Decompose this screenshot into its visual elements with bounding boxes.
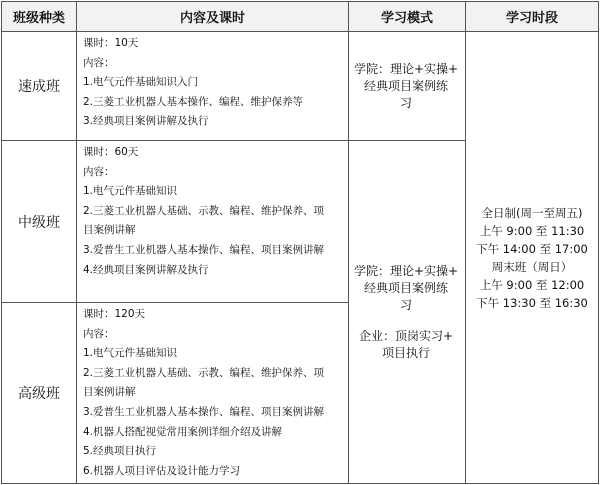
study-schedule bbox=[466, 32, 599, 484]
content-item: 1.电气元件基础知识 bbox=[83, 185, 178, 198]
content-item: 目案例讲解 bbox=[83, 224, 136, 237]
header-class-type: 班级种类 bbox=[2, 2, 77, 32]
mode-line: 习 bbox=[399, 95, 412, 110]
content-item: 1.电气元件基础知识 bbox=[83, 347, 178, 360]
schedule-line: 下午 13:30 至 16:30 bbox=[476, 295, 588, 310]
schedule-line: 下午 14:00 至 17:00 bbox=[476, 241, 588, 256]
course-content bbox=[77, 141, 349, 303]
content-item: 3.爱普生工业机器人基本操作、编程、项目案例讲解 bbox=[83, 405, 325, 418]
content-label: 内容： bbox=[83, 327, 115, 340]
course-hours: 课时：120天 bbox=[83, 308, 146, 320]
content-item: 2.三菱工业机器人基本操作、编程、维护保养等 bbox=[83, 95, 304, 108]
course-hours: 课时：60天 bbox=[83, 146, 139, 158]
mode-line: 学院：理论+实操+ bbox=[353, 263, 459, 278]
mode-line: 经典项目案例练 bbox=[363, 280, 448, 295]
course-table bbox=[1, 1, 599, 484]
schedule-line: 上午 9:00 至 12:00 bbox=[479, 277, 585, 292]
schedule-line: 全日制(周一至周五) bbox=[481, 205, 583, 220]
course-hours: 课时：10天 bbox=[83, 37, 139, 49]
content-item: 目案例讲解 bbox=[83, 386, 136, 399]
content-item: 3.爱普生工业机器人基本操作、编程、项目案例讲解 bbox=[83, 243, 325, 256]
header-study-mode: 学习模式 bbox=[349, 2, 466, 32]
class-name: 速成班 bbox=[2, 32, 77, 141]
content-item: 4.经典项目案例讲解及执行 bbox=[83, 263, 209, 276]
study-mode-advanced bbox=[349, 141, 466, 484]
study-mode-basic bbox=[349, 32, 466, 141]
content-item: 4.机器人搭配视觉常用案例详细介绍及讲解 bbox=[83, 425, 283, 438]
mode-spacer bbox=[353, 314, 459, 328]
mode-line: 习 bbox=[399, 297, 412, 312]
content-item: 6.机器人项目评估及设计能力学习 bbox=[83, 464, 241, 477]
mode-line: 学院：理论+实操+ bbox=[353, 61, 459, 76]
mode-line: 企业：顶岗实习+ bbox=[358, 328, 454, 343]
header-row bbox=[2, 2, 599, 32]
header-content-hours: 内容及课时 bbox=[77, 2, 349, 32]
content-item: 1.电气元件基础知识入门 bbox=[83, 76, 199, 89]
content-item: 5.经典项目执行 bbox=[83, 445, 157, 458]
content-item: 2.三菱工业机器人基础、示教、编程、维护保养、项 bbox=[83, 366, 325, 379]
schedule-line: 上午 9:00 至 11:30 bbox=[479, 223, 585, 238]
course-content bbox=[77, 303, 349, 484]
table-row bbox=[2, 32, 599, 141]
class-name: 中级班 bbox=[2, 141, 77, 303]
class-name: 高级班 bbox=[2, 303, 77, 484]
schedule-line: 周末班（周日） bbox=[491, 259, 573, 274]
content-item: 2.三菱工业机器人基础、示教、编程、维护保养、项 bbox=[83, 204, 325, 217]
mode-line: 经典项目案例练 bbox=[363, 78, 448, 93]
course-content bbox=[77, 32, 349, 141]
content-label: 内容： bbox=[83, 56, 115, 69]
header-study-time: 学习时段 bbox=[466, 2, 599, 32]
mode-line: 项目执行 bbox=[381, 345, 430, 360]
content-item: 3.经典项目案例讲解及执行 bbox=[83, 115, 209, 128]
content-label: 内容： bbox=[83, 165, 115, 178]
